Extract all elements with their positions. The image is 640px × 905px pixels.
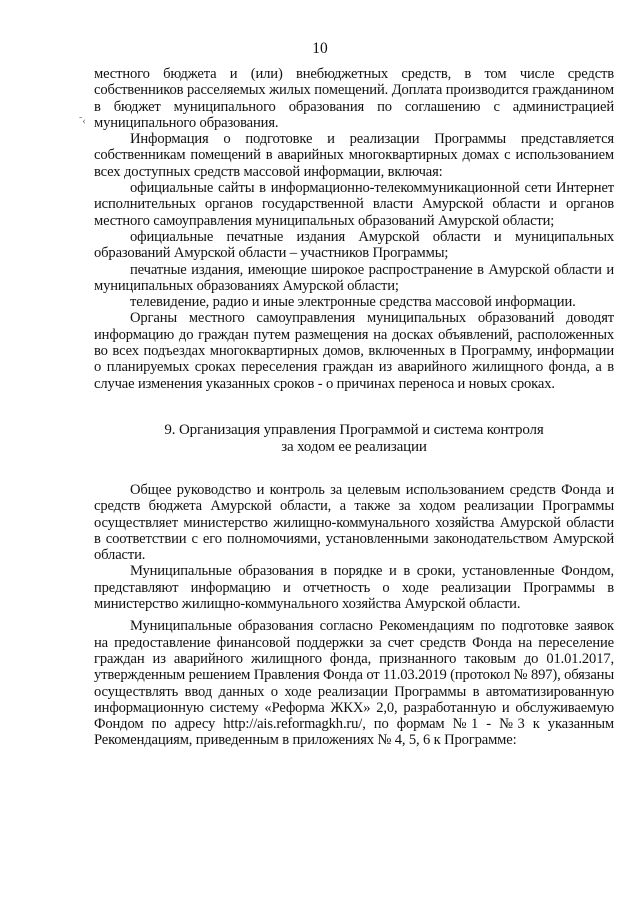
section-heading-line1: 9. Организация управления Программой и система контроля <box>164 421 544 438</box>
paragraph: Муниципальные образования согласно Рекомендациям по подготовке заявок на предоставление финансовой поддержки за счет средств Фонда на переселение граждан из аварийного жилищного фонда, признанного таковым до 01.01.2017, утвержденным решением Правления Фонда от 11.03.2019 (протокол № 897), обязаны осуществлять ввод данных о ходе реализации Программы в автоматизированную информационную систему «Реформа ЖКХ» 2,0, разработанную и обслуживаемую Фондом по адресу http://ais.reformagkh.ru/, по формам №1 - №3 к указанным Рекомендациям, приведенным в приложениях № 4, 5, 6 к Программе: <box>94 618 614 749</box>
paragraph: печатные издания, имеющие широкое распространение в Амурской области и муниципальных образованиях Амурской области; <box>94 261 614 294</box>
paragraph: официальные сайты в информационно-телекоммуникационной сети Интернет исполнительных органов государственной власти Амурской области и органов местного самоуправления муниципальных образований Амурской области; <box>94 180 614 229</box>
scan-mark: ˜‹ <box>79 116 86 127</box>
paragraph: Органы местного самоуправления муниципальных образований доводят информацию до граждан путем размещения на досках объявлений, расположенных во всех подъездах многоквартирных домов, включенных в Программу, информации о планируемых сроках переселения граждан из аварийного жилищного фонда, а в случае изменения указанных сроков - о причинах переноса и новых сроках. <box>94 310 614 392</box>
paragraph: местного бюджета и (или) внебюджетных средств, в том числе средств собственников расселяемых жилых помещений. Доплата производится гражданином в бюджет муниципального образования по соглашению с администрацией муниципального образования. <box>94 66 614 131</box>
document-body <box>94 66 614 749</box>
section-heading-line2: за ходом ее реализации <box>281 438 427 455</box>
paragraph: Общее руководство и контроль за целевым использованием средств Фонда и средств бюджета Амурской области, а также за ходом реализации Программы осуществляет министерство жилищно-коммунального хозяйства Амурской области в соответствии с его полномочиями, установленными законодательством Амурской области. <box>94 481 614 564</box>
paragraph: официальные печатные издания Амурской области и муниципальных образований Амурской области – участников Программы; <box>94 228 614 262</box>
section-heading <box>94 422 614 456</box>
paragraph: Муниципальные образования в порядке и в сроки, установленные Фондом, представляют информацию и отчетность о ходе реализации Программы в министерство жилищно-коммунального хозяйства Амурской области. <box>94 563 614 613</box>
paragraph: Информация о подготовке и реализации Программы представляется собственникам помещений в аварийных многоквартирных домах с использованием всех доступных средств массовой информации, включая: <box>94 131 614 180</box>
page-number: 10 <box>312 40 328 57</box>
paragraph: телевидение, радио и иные электронные средства массовой информации. <box>130 294 576 311</box>
